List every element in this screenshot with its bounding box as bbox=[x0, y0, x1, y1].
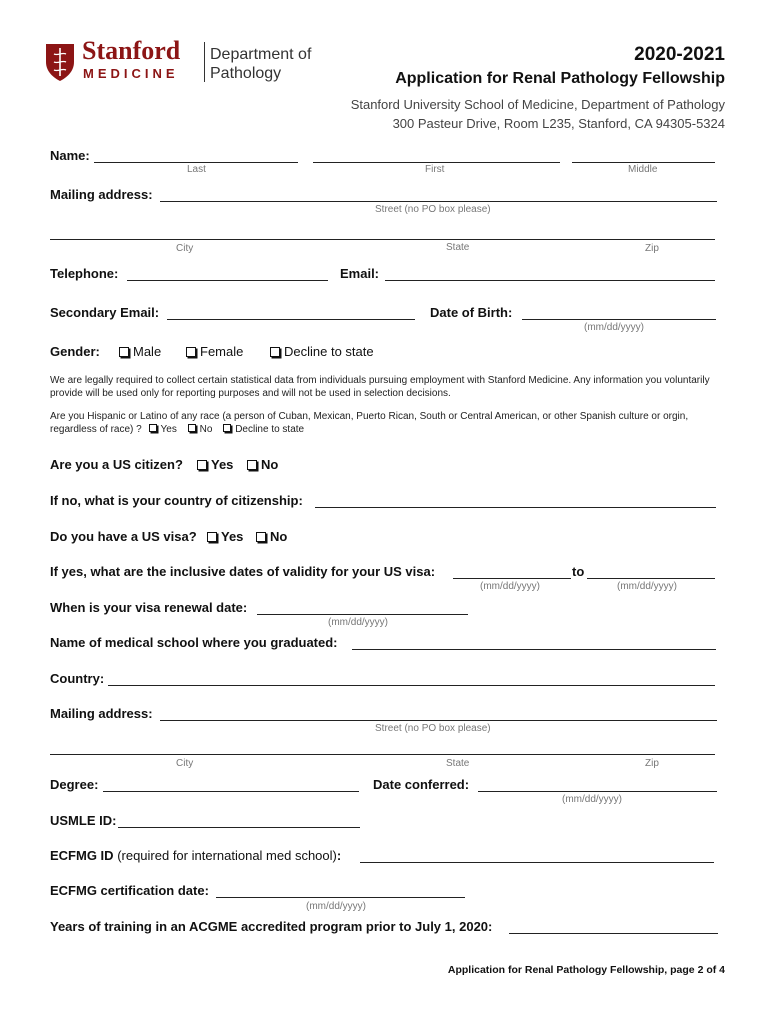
date-conferred-label: Date conferred: bbox=[373, 777, 470, 792]
us-citizen-label: Are you a US citizen? bbox=[50, 457, 183, 472]
gender-male-option[interactable] bbox=[119, 344, 161, 359]
checkbox-icon bbox=[223, 424, 231, 432]
hispanic-yes-label: Yes bbox=[160, 424, 177, 435]
us-visa-no-option[interactable] bbox=[256, 529, 287, 544]
telephone-field[interactable] bbox=[127, 280, 328, 281]
dob-hint: (mm/dd/yyyy) bbox=[584, 322, 644, 333]
checkbox-icon bbox=[119, 347, 129, 357]
school-mailing-street-field[interactable] bbox=[160, 720, 717, 721]
ecfmg-cert-hint: (mm/dd/yyyy) bbox=[306, 901, 366, 912]
name-first-hint: First bbox=[425, 164, 445, 175]
checkbox-icon bbox=[149, 424, 157, 432]
logo-divider bbox=[204, 42, 205, 82]
ecfmg-id-text: ECFMG ID bbox=[50, 848, 114, 863]
name-middle-field[interactable] bbox=[572, 162, 715, 163]
visa-dates-label: If yes, what are the inclusive dates of validity for your US visa: bbox=[50, 564, 436, 579]
us-citizen-yes-option[interactable] bbox=[197, 457, 233, 472]
ecfmg-id-field[interactable] bbox=[360, 862, 714, 863]
us-citizen-no-label: No bbox=[261, 457, 279, 472]
country-label: Country: bbox=[50, 671, 105, 686]
date-conferred-hint: (mm/dd/yyyy) bbox=[562, 794, 622, 805]
us-visa-yes-option[interactable] bbox=[207, 529, 243, 544]
zip-hint: Zip bbox=[645, 243, 659, 254]
address-line-1: Stanford University School of Medicine, Department of Pathology bbox=[350, 97, 725, 112]
mailing-street-field[interactable] bbox=[160, 201, 717, 202]
school-state-hint: State bbox=[446, 758, 470, 769]
years-training-label: Years of training in an ACGME accredited program prior to July 1, 2020: bbox=[50, 919, 493, 934]
school-city-hint: City bbox=[176, 758, 194, 769]
name-middle-hint: Middle bbox=[628, 164, 658, 175]
school-street-hint: Street (no PO box please) bbox=[375, 723, 491, 734]
date-conferred-field[interactable] bbox=[478, 791, 717, 792]
gender-male-label: Male bbox=[133, 344, 162, 359]
dob-field[interactable] bbox=[522, 319, 716, 320]
checkbox-icon bbox=[256, 532, 266, 542]
visa-end-date-field[interactable] bbox=[587, 578, 715, 579]
school-city-state-zip-field[interactable] bbox=[50, 754, 715, 755]
ecfmg-id-label: ECFMG ID (required for international med school): bbox=[50, 848, 342, 863]
checkbox-icon bbox=[247, 460, 257, 470]
med-school-label: Name of medical school where you graduated: bbox=[50, 635, 338, 650]
email-label: Email: bbox=[340, 266, 380, 281]
school-mailing-address-label: Mailing address: bbox=[50, 706, 153, 721]
visa-start-hint: (mm/dd/yyyy) bbox=[480, 581, 540, 592]
hispanic-decline-label: Decline to state bbox=[235, 424, 305, 435]
logo-dept-line1: Department of bbox=[210, 46, 312, 63]
usmle-field[interactable] bbox=[118, 827, 360, 828]
name-first-field[interactable] bbox=[313, 162, 560, 163]
hispanic-decline-option[interactable] bbox=[223, 424, 304, 435]
ecfmg-cert-label: ECFMG certification date: bbox=[50, 883, 209, 898]
usmle-label: USMLE ID: bbox=[50, 813, 117, 828]
checkbox-icon bbox=[186, 347, 196, 357]
shield-icon bbox=[44, 42, 76, 82]
citizenship-field[interactable] bbox=[315, 507, 716, 508]
citizenship-label: If no, what is your country of citizenship: bbox=[50, 493, 303, 508]
page-footer: Application for Renal Pathology Fellowship, page 2 of 4 bbox=[447, 964, 725, 976]
visa-renewal-label: When is your visa renewal date: bbox=[50, 600, 248, 615]
logo-dept-line2: Pathology bbox=[210, 65, 282, 82]
visa-renewal-hint: (mm/dd/yyyy) bbox=[328, 617, 388, 628]
hispanic-question-text: Are you Hispanic or Latino of any race (a person of Cuban, Mexican, Puerto Rican, South or Central American, or other Spanish culture or orgin, regardless of race) ? bbox=[50, 411, 689, 435]
us-citizen-no-option[interactable] bbox=[247, 457, 278, 472]
hispanic-yes-option[interactable] bbox=[149, 424, 177, 435]
address-line-2: 300 Pasteur Drive, Room L235, Stanford, CA 94305-5324 bbox=[392, 116, 725, 131]
telephone-label: Telephone: bbox=[50, 266, 119, 281]
visa-renewal-field[interactable] bbox=[257, 614, 468, 615]
gender-decline-label: Decline to state bbox=[284, 344, 374, 359]
med-school-field[interactable] bbox=[352, 649, 716, 650]
degree-label: Degree: bbox=[50, 777, 99, 792]
form-title: Application for Renal Pathology Fellowship bbox=[395, 70, 725, 87]
gender-female-option[interactable] bbox=[186, 344, 243, 359]
ecfmg-id-note: (required for international med school) bbox=[117, 848, 337, 863]
year: 2020-2021 bbox=[634, 44, 725, 65]
us-visa-label: Do you have a US visa? bbox=[50, 529, 197, 544]
ecfmg-cert-field[interactable] bbox=[216, 897, 465, 898]
mailing-address-label: Mailing address: bbox=[50, 187, 153, 202]
logo-medicine: MEDICINE bbox=[83, 66, 179, 81]
logo-wordmark: Stanford bbox=[82, 36, 181, 65]
secondary-email-label: Secondary Email: bbox=[50, 305, 160, 320]
gender-decline-option[interactable] bbox=[270, 344, 374, 359]
gender-label: Gender: bbox=[50, 344, 100, 359]
visa-to-label: to bbox=[572, 564, 585, 579]
gender-female-label: Female bbox=[200, 344, 244, 359]
street-hint: Street (no PO box please) bbox=[375, 204, 491, 215]
stanford-medicine-logo bbox=[44, 36, 314, 86]
visa-end-hint: (mm/dd/yyyy) bbox=[617, 581, 677, 592]
mailing-city-state-zip-field[interactable] bbox=[50, 239, 715, 240]
us-visa-no-label: No bbox=[270, 529, 288, 544]
checkbox-icon bbox=[188, 424, 196, 432]
hispanic-no-label: No bbox=[199, 424, 213, 435]
years-training-field[interactable] bbox=[509, 933, 718, 934]
checkbox-icon bbox=[270, 347, 280, 357]
checkbox-icon bbox=[197, 460, 207, 470]
visa-start-date-field[interactable] bbox=[453, 578, 571, 579]
us-visa-yes-label: Yes bbox=[221, 529, 244, 544]
country-field[interactable] bbox=[108, 685, 715, 686]
us-citizen-yes-label: Yes bbox=[211, 457, 234, 472]
disclaimer-text: We are legally required to collect certain statistical data from individuals pursuing employment with Stanford Medicine. Any information you voluntarily provide will be used only for reporting purposes and will not be used in selection decisions. bbox=[50, 375, 710, 399]
name-last-hint: Last bbox=[187, 164, 206, 175]
checkbox-icon bbox=[207, 532, 217, 542]
name-last-field[interactable] bbox=[94, 162, 298, 163]
hispanic-question bbox=[50, 410, 720, 436]
city-hint: City bbox=[176, 243, 194, 254]
secondary-email-field[interactable] bbox=[167, 319, 415, 320]
dob-label: Date of Birth: bbox=[430, 305, 513, 320]
state-hint: State bbox=[446, 242, 470, 253]
hispanic-no-option[interactable] bbox=[188, 424, 213, 435]
school-zip-hint: Zip bbox=[645, 758, 659, 769]
degree-field[interactable] bbox=[103, 791, 359, 792]
email-field[interactable] bbox=[385, 280, 715, 281]
name-label: Name: bbox=[50, 148, 90, 163]
